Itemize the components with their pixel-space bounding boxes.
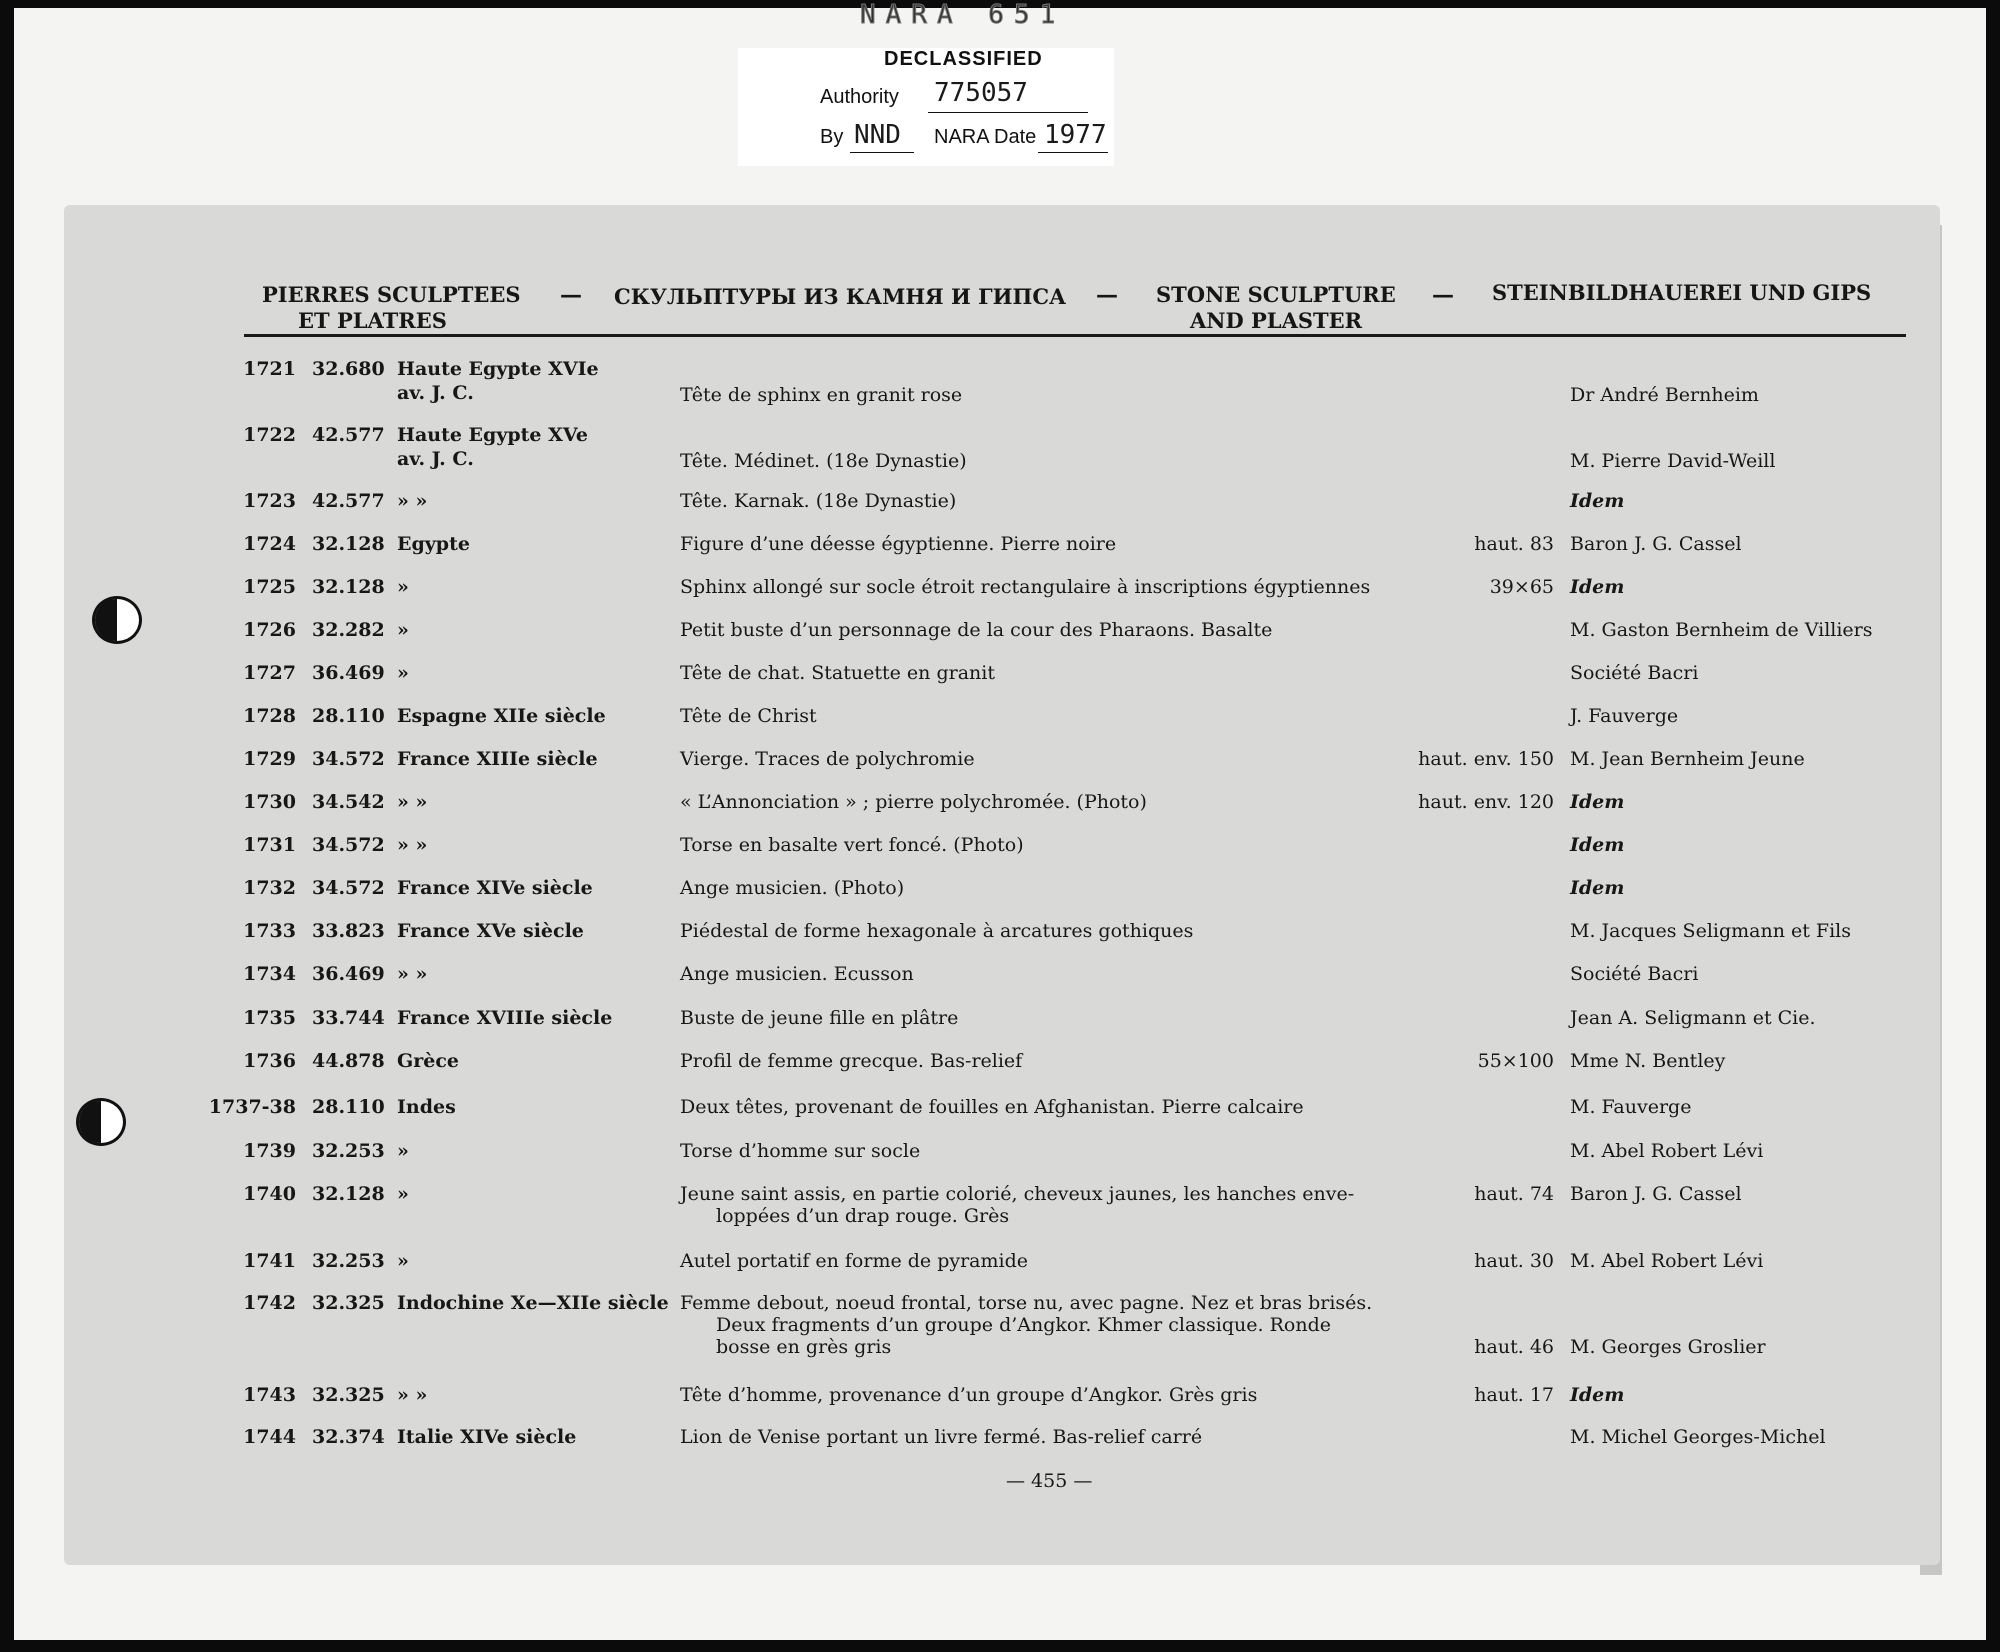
- origin: France XIVe siècle: [397, 877, 593, 899]
- catalogue-row: [0, 1007, 2000, 1029]
- origin: »: [397, 576, 409, 598]
- owner: Société Bacri: [1570, 662, 1699, 684]
- dimensions: haut. 74: [1474, 1183, 1554, 1205]
- entry-number: 1734: [243, 963, 296, 985]
- origin: » »: [397, 834, 428, 856]
- inventory-number: 33.823: [312, 920, 385, 942]
- inventory-number: 28.110: [312, 705, 385, 727]
- nara-top-mark: NARA 651: [860, 0, 1066, 30]
- origin: »: [397, 1140, 409, 1162]
- catalogue-row: [0, 705, 2000, 727]
- origin: Indochine Xe—XIIe siècle: [397, 1292, 669, 1314]
- date-underline: [1038, 152, 1108, 153]
- header-german: STEINBILDHAUEREI UND GIPS: [1492, 280, 1872, 305]
- inventory-number: 33.744: [312, 1007, 385, 1029]
- entry-number: 1723: [243, 490, 296, 512]
- origin: Egypte: [397, 533, 470, 555]
- entry-number: 1740: [243, 1183, 296, 1205]
- description: Tête. Médinet. (18e Dynastie): [680, 450, 967, 472]
- date-value: 1977: [1044, 120, 1107, 150]
- description: « L’Annonciation » ; pierre polychromée. (Photo): [680, 791, 1147, 813]
- by-label: By: [820, 126, 844, 148]
- origin: » »: [397, 963, 428, 985]
- catalogue-row: [0, 1292, 2000, 1358]
- origin: Indes: [397, 1096, 456, 1118]
- header-french: [262, 282, 521, 334]
- dimensions: 55×100: [1477, 1050, 1554, 1072]
- dimensions: haut. 83: [1474, 533, 1554, 555]
- origin: France XVe siècle: [397, 920, 584, 942]
- catalogue-row: [0, 920, 2000, 942]
- owner: M. Pierre David-Weill: [1570, 450, 1776, 472]
- description: Autel portatif en forme de pyramide: [680, 1250, 1029, 1272]
- by-value: NND: [854, 120, 901, 150]
- owner: M. Michel Georges-Michel: [1570, 1426, 1826, 1448]
- owner: Idem: [1570, 576, 1625, 598]
- entry-number: 1727: [243, 662, 296, 684]
- catalogue-row: [0, 1426, 2000, 1448]
- catalogue-row: [0, 619, 2000, 641]
- dimensions: 39×65: [1489, 576, 1554, 598]
- catalogue-row: [0, 1140, 2000, 1162]
- stamp-title: DECLASSIFIED: [884, 48, 1043, 70]
- by-underline: [850, 152, 914, 153]
- entry-number: 1741: [243, 1250, 296, 1272]
- origin: France XVIIIe siècle: [397, 1007, 613, 1029]
- entry-number: 1728: [243, 705, 296, 727]
- owner: M. Abel Robert Lévi: [1570, 1140, 1764, 1162]
- date-label: NARA Date: [934, 126, 1037, 148]
- catalogue-row: [0, 1050, 2000, 1072]
- entry-number: 1722: [243, 424, 296, 446]
- inventory-number: 28.110: [312, 1096, 385, 1118]
- description: Femme debout, noeud frontal, torse nu, avec pagne. Nez et bras brisés.: [680, 1292, 1373, 1314]
- owner: Jean A. Seligmann et Cie.: [1570, 1007, 1816, 1029]
- origin: »: [397, 1250, 409, 1272]
- catalogue-row: [0, 1096, 2000, 1118]
- dimensions: haut. env. 120: [1418, 791, 1554, 813]
- header-separator: —: [1096, 282, 1118, 308]
- description: Figure d’une déesse égyptienne. Pierre noire: [680, 533, 1117, 555]
- description-line3: bosse en grès gris: [716, 1336, 892, 1358]
- inventory-number: 32.128: [312, 1183, 385, 1205]
- header-russian: СКУЛЬПТУРЫ ИЗ КАМНЯ И ГИПСА: [614, 284, 1067, 309]
- catalogue-row: [0, 662, 2000, 684]
- owner: Baron J. G. Cassel: [1570, 533, 1742, 555]
- catalogue-row: [0, 576, 2000, 598]
- inventory-number: 34.572: [312, 834, 385, 856]
- origin: Italie XIVe siècle: [397, 1426, 577, 1448]
- entry-number: 1732: [243, 877, 296, 899]
- header-english-line2: AND PLASTER: [1190, 308, 1363, 333]
- description: Ange musicien. Ecusson: [680, 963, 914, 985]
- entry-number: 1743: [243, 1384, 296, 1406]
- description: Tête de sphinx en granit rose: [680, 384, 963, 406]
- catalogue-row: [0, 1250, 2000, 1272]
- description: Profil de femme grecque. Bas-relief: [680, 1050, 1023, 1072]
- inventory-number: 32.374: [312, 1426, 385, 1448]
- inventory-number: 34.542: [312, 791, 385, 813]
- authority-underline: [928, 112, 1088, 113]
- description-line2: loppées d’un drap rouge. Grès: [716, 1205, 1010, 1227]
- catalogue-row: [0, 963, 2000, 985]
- inventory-number: 34.572: [312, 877, 385, 899]
- owner: M. Georges Groslier: [1570, 1336, 1766, 1358]
- inventory-number: 42.577: [312, 424, 385, 446]
- owner: Idem: [1570, 791, 1625, 813]
- owner: Dr André Bernheim: [1570, 384, 1759, 406]
- entry-number: 1726: [243, 619, 296, 641]
- description: Sphinx allongé sur socle étroit rectangulaire à inscriptions égyptiennes: [680, 576, 1371, 598]
- description: Piédestal de forme hexagonale à arcatures gothiques: [680, 920, 1194, 942]
- entry-number: 1737-38: [208, 1096, 296, 1118]
- catalogue-row: [0, 424, 2000, 472]
- description: Vierge. Traces de polychromie: [680, 748, 975, 770]
- catalogue-row: [0, 490, 2000, 512]
- description: Tête d’homme, provenance d’un groupe d’Angkor. Grès gris: [680, 1384, 1258, 1406]
- header-separator: —: [560, 282, 582, 308]
- origin: Haute Egypte XVIe: [397, 358, 599, 380]
- owner: M. Fauverge: [1570, 1096, 1692, 1118]
- inventory-number: 32.253: [312, 1250, 385, 1272]
- header-english-line1: STONE SCULPTURE: [1156, 282, 1396, 307]
- inventory-number: 34.572: [312, 748, 385, 770]
- authority-label: Authority: [820, 86, 899, 108]
- origin: France XIIIe siècle: [397, 748, 598, 770]
- catalogue-row: [0, 1183, 2000, 1227]
- entry-number: 1736: [243, 1050, 296, 1072]
- dimensions: haut. env. 150: [1418, 748, 1554, 770]
- dimensions: haut. 30: [1474, 1250, 1554, 1272]
- header-rule: [244, 334, 1906, 337]
- entry-number: 1744: [243, 1426, 296, 1448]
- entry-number: 1735: [243, 1007, 296, 1029]
- catalogue-row: [0, 1384, 2000, 1406]
- owner: M. Abel Robert Lévi: [1570, 1250, 1764, 1272]
- dimensions: haut. 17: [1474, 1384, 1554, 1406]
- owner: Mme N. Bentley: [1570, 1050, 1726, 1072]
- owner: Idem: [1570, 877, 1625, 899]
- inventory-number: 44.878: [312, 1050, 385, 1072]
- header-french-line2: ET PLATRES: [298, 308, 447, 333]
- description: Buste de jeune fille en plâtre: [680, 1007, 959, 1029]
- header-french-line1: PIERRES SCULPTEES: [262, 282, 521, 307]
- origin: Haute Egypte XVe: [397, 424, 588, 446]
- catalogue-row: [0, 533, 2000, 555]
- origin: Espagne XIIe siècle: [397, 705, 606, 727]
- header-separator: —: [1432, 282, 1454, 308]
- inventory-number: 32.128: [312, 533, 385, 555]
- inventory-number: 42.577: [312, 490, 385, 512]
- description: Jeune saint assis, en partie colorié, cheveux jaunes, les hanches enve-: [680, 1183, 1355, 1205]
- declassified-stamp: [738, 48, 1114, 166]
- inventory-number: 32.253: [312, 1140, 385, 1162]
- entry-number: 1739: [243, 1140, 296, 1162]
- description: Torse en basalte vert foncé. (Photo): [680, 834, 1024, 856]
- catalogue-row: [0, 358, 2000, 406]
- inventory-number: 36.469: [312, 662, 385, 684]
- description: Tête. Karnak. (18e Dynastie): [680, 490, 957, 512]
- dimensions: haut. 46: [1474, 1336, 1554, 1358]
- catalogue-row: [0, 877, 2000, 899]
- origin: Grèce: [397, 1050, 459, 1072]
- owner: M. Jean Bernheim Jeune: [1570, 748, 1805, 770]
- origin: »: [397, 662, 409, 684]
- entry-number: 1724: [243, 533, 296, 555]
- entry-number: 1731: [243, 834, 296, 856]
- owner: Baron J. G. Cassel: [1570, 1183, 1742, 1205]
- origin-line2: av. J. C.: [397, 448, 474, 470]
- description: Torse d’homme sur socle: [680, 1140, 921, 1162]
- header-english: [1156, 282, 1396, 334]
- catalogue-row: [0, 748, 2000, 770]
- inventory-number: 32.282: [312, 619, 385, 641]
- description: Tête de Christ: [680, 705, 817, 727]
- origin: » »: [397, 791, 428, 813]
- entry-number: 1733: [243, 920, 296, 942]
- description: Petit buste d’un personnage de la cour des Pharaons. Basalte: [680, 619, 1273, 641]
- page-number: — 455 —: [1006, 1470, 1093, 1492]
- description: Deux têtes, provenant de fouilles en Afghanistan. Pierre calcaire: [680, 1096, 1304, 1118]
- origin: » »: [397, 490, 428, 512]
- owner: Société Bacri: [1570, 963, 1699, 985]
- catalogue-row: [0, 791, 2000, 813]
- owner: M. Gaston Bernheim de Villiers: [1570, 619, 1873, 641]
- entry-number: 1730: [243, 791, 296, 813]
- inventory-number: 32.325: [312, 1292, 385, 1314]
- description: Lion de Venise portant un livre fermé. Bas-relief carré: [680, 1426, 1203, 1448]
- owner: J. Fauverge: [1570, 705, 1679, 727]
- description-line2: Deux fragments d’un groupe d’Angkor. Khmer classique. Ronde: [716, 1314, 1331, 1336]
- description: Tête de chat. Statuette en granit: [680, 662, 995, 684]
- owner: Idem: [1570, 834, 1625, 856]
- owner: M. Jacques Seligmann et Fils: [1570, 920, 1851, 942]
- catalogue-row: [0, 834, 2000, 856]
- origin: »: [397, 1183, 409, 1205]
- origin: » »: [397, 1384, 428, 1406]
- entry-number: 1729: [243, 748, 296, 770]
- owner: Idem: [1570, 490, 1625, 512]
- inventory-number: 32.680: [312, 358, 385, 380]
- description: Ange musicien. (Photo): [680, 877, 905, 899]
- inventory-number: 32.325: [312, 1384, 385, 1406]
- origin: »: [397, 619, 409, 641]
- inventory-number: 32.128: [312, 576, 385, 598]
- authority-value: 775057: [934, 78, 1028, 108]
- owner: Idem: [1570, 1384, 1625, 1406]
- entry-number: 1725: [243, 576, 296, 598]
- origin-line2: av. J. C.: [397, 382, 474, 404]
- inventory-number: 36.469: [312, 963, 385, 985]
- entry-number: 1721: [243, 358, 296, 380]
- entry-number: 1742: [243, 1292, 296, 1314]
